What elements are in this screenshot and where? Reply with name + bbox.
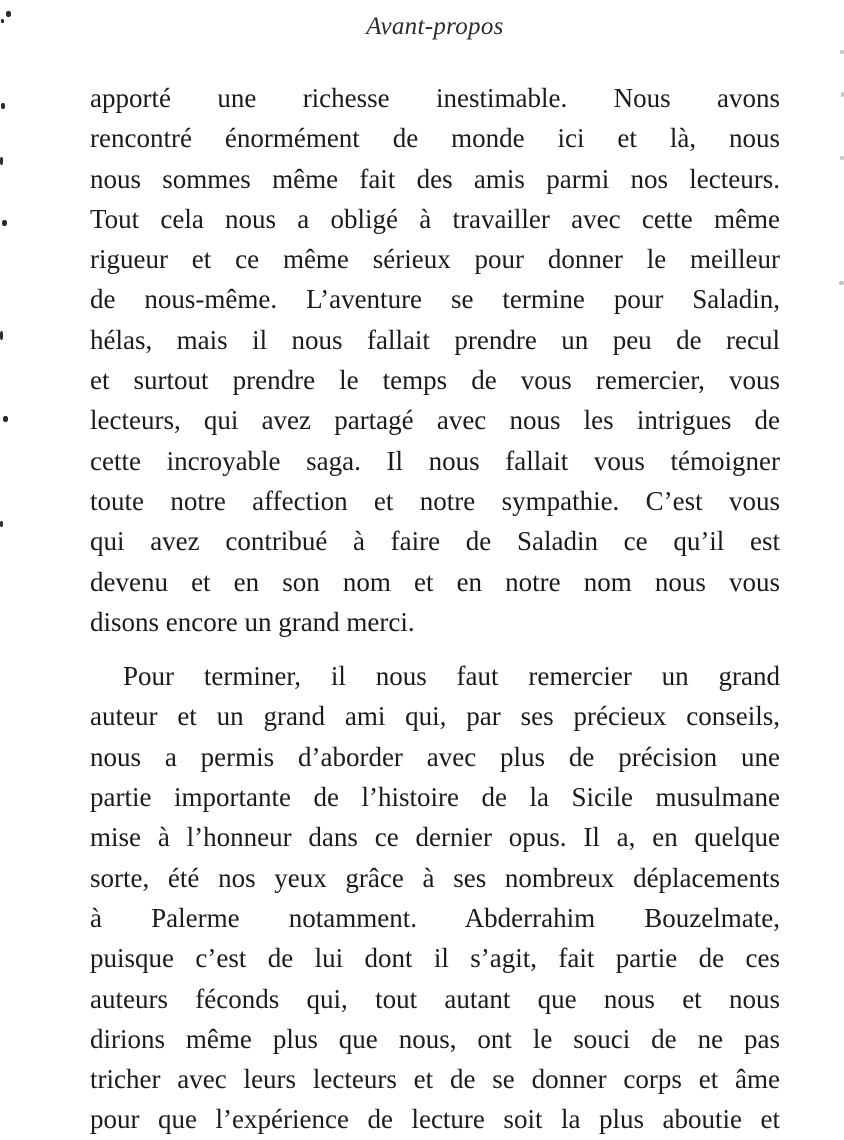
scan-speck <box>6 11 11 17</box>
body-text <box>90 78 780 1140</box>
text-line: de nous-même. L’aventure se termine pour Saladin, <box>90 284 780 315</box>
text-line: auteur et un grand ami qui, par ses précieux conseils, <box>90 701 780 732</box>
scan-speck <box>2 220 7 226</box>
text-line: sorte, été nos yeux grâce à ses nombreux déplacements <box>90 862 780 893</box>
scan-speck <box>840 156 844 160</box>
text-line: Pour terminer, il nous faut remercier un grand <box>123 661 780 692</box>
text-line: à Palerme notamment. Abderrahim Bouzelmate, <box>90 902 780 933</box>
text-line: qui avez contribué à faire de Saladin ce qu’il est <box>90 526 780 557</box>
text-line: puisque c’est de lui dont il s’agit, fait partie de ces <box>90 943 780 974</box>
text-line: lecteurs, qui avez partagé avec nous les intrigues de <box>90 405 780 436</box>
text-line: disons encore un grand merci. <box>90 606 415 637</box>
scan-speck <box>0 157 3 165</box>
paragraph <box>90 78 780 642</box>
text-line: rigueur et ce même sérieux pour donner le meilleur <box>90 244 780 275</box>
scan-speck <box>3 416 8 422</box>
text-line: nous a permis d’aborder avec plus de précision une <box>90 741 780 772</box>
text-line: cette incroyable saga. Il nous fallait vous témoigner <box>90 445 780 476</box>
text-line: mise à l’honneur dans ce dernier opus. Il a, en quelque <box>90 822 780 853</box>
text-line: Tout cela nous a obligé à travailler avec cette même <box>90 203 780 234</box>
text-line: tricher avec leurs lecteurs et de se donner corps et âme <box>90 1064 780 1095</box>
text-line: pour que l’expérience de lecture soit la plus aboutie et <box>90 1104 780 1135</box>
text-line: toute notre affection et notre sympathie. C’est vous <box>90 485 780 516</box>
text-line: et surtout prendre le temps de vous remercier, vous <box>90 365 780 396</box>
text-line: auteurs féconds qui, tout autant que nous et nous <box>90 983 780 1014</box>
scan-speck <box>1 19 4 23</box>
scan-speck <box>839 281 844 285</box>
text-line: hélas, mais il nous fallait prendre un peu de recul <box>90 324 780 355</box>
scan-speck <box>0 331 3 340</box>
scan-speck <box>1 103 5 109</box>
text-line: rencontré énormément de monde ici et là, nous <box>90 123 780 154</box>
paragraph <box>90 656 780 1140</box>
running-header: Avant-propos <box>366 13 504 40</box>
text-line: nous sommes même fait des amis parmi nos lecteurs. <box>90 163 780 194</box>
scan-speck <box>840 50 844 54</box>
text-line: partie importante de l’histoire de la Sicile musulmane <box>90 782 780 813</box>
text-line: dirions même plus que nous, ont le souci de ne pas <box>90 1023 780 1054</box>
scan-speck <box>0 521 3 527</box>
text-line: devenu et en son nom et en notre nom nous vous <box>90 566 780 597</box>
text-line: apporté une richesse inestimable. Nous avons <box>90 83 780 113</box>
